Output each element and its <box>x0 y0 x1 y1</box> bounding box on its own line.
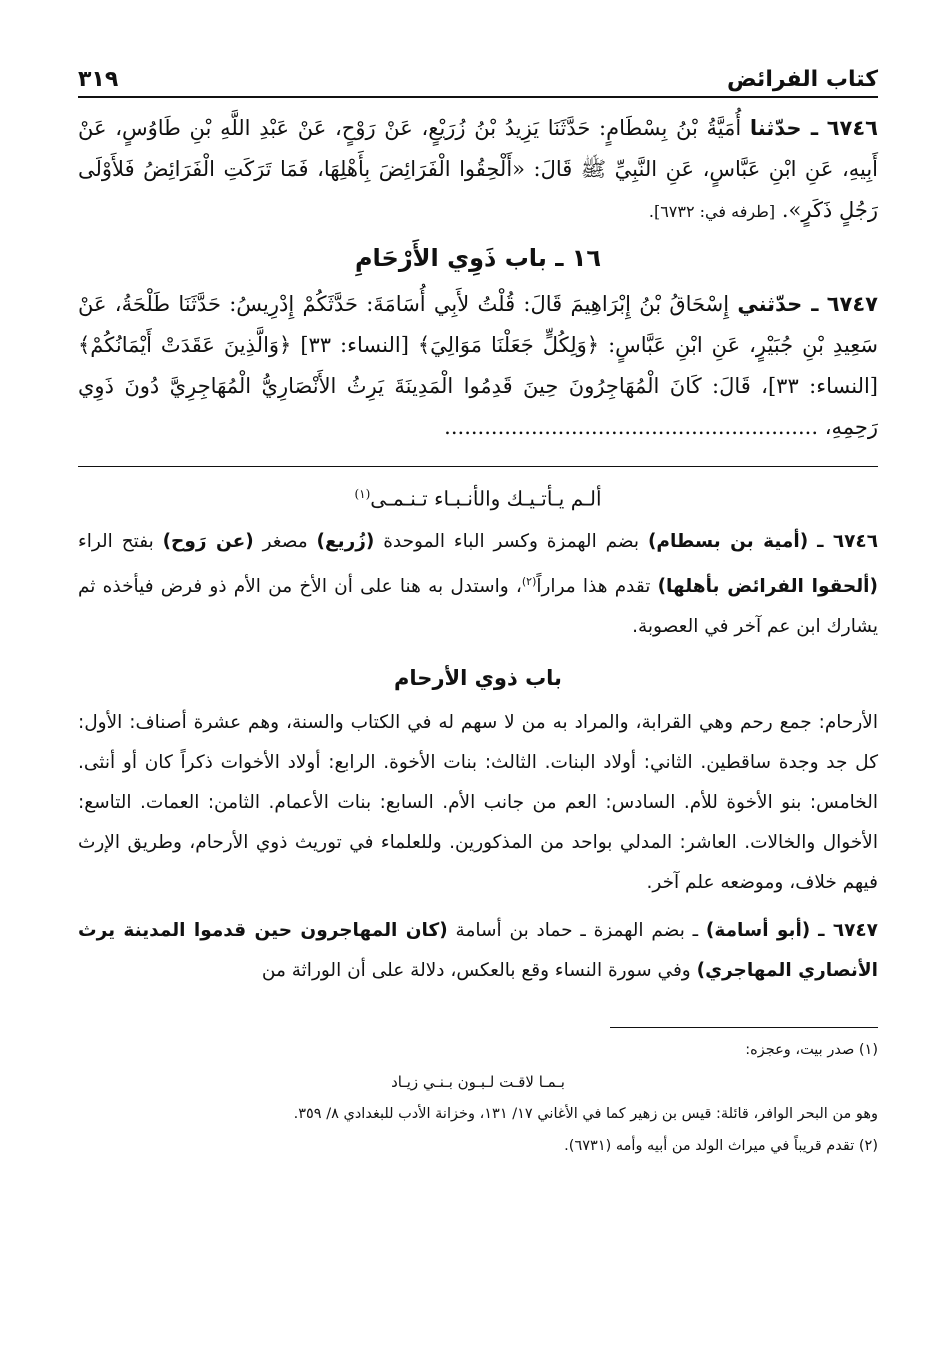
footnote-1-verse: بـمـا لاقـت لـبـون بـنـي زيـاد <box>391 1072 565 1091</box>
footnote-separator <box>610 1027 878 1028</box>
hadith-6746: ٦٧٤٦ ـ حدّثنا أُمَيَّةُ بْنُ بِسْطَامٍ: حَدَّثَنَا يَزِيدُ بْنُ زُرَيْعٍ، عَنْ رَوْحٍ، عَنْ عَبْدِ اللَّهِ بْنِ طَاوُسٍ، عَنْ أَبِيهِ، عَنِ ابْنِ عَبَّاسٍ، عَنِ النَّبِيِّ ﷺ قَالَ: «أَلْحِقُوا الْفَرَائِضَ بِأَهْلِهَا، فَمَا تَرَكَتِ الْفَرَائِضُ فَلأَوْلَى رَجُلٍ ذَكَرٍ». [طرفه في: ٦٧٣٢]. <box>78 116 878 222</box>
hadith-lead: حدّثنا <box>749 116 802 140</box>
hadith-6747: ٦٧٤٧ ـ حدّثني إِسْحَاقُ بْنُ إِبْرَاهِيمَ قَالَ: قُلْتُ لأَبِي أُسَامَةَ: حَدَّثَكُمْ إِدْرِيسُ: حَدَّثَنَا طَلْحَةُ، عَنْ سَعِيدِ بْنِ جُبَيْرٍ، عَنِ ابْنِ عَبَّاسٍ: ﴿وَلِكُلٍّ جَعَلْنَا مَوَالِيَ﴾ [النساء: ٣٣] ﴿وَالَّذِينَ عَقَدَتْ أَيْمَانُكُمْ﴾ [النساء: ٣٣]، قَالَ: كَانَ الْمُهَاجِرُونَ حِينَ قَدِمُوا الْمَدِينَةَ يَرِثُ الأَنْصَارِيُّ الْمُهَاجِرِيَّ دُونَ ذَوِي رَحِمِهِ، ........................................................ <box>78 292 879 439</box>
footnote-mark: (٢) <box>521 574 537 588</box>
hadith-reference: [طرفه في: ٦٧٣٢]. <box>648 202 776 221</box>
commentary-paragraph: ٦٧٤٧ ـ (أبو أسامة) ـ بضم الهمزة ـ حماد بن أسامة (كان المهاجرون حين قدموا المدينة يرث الأنصاري المهاجري) وفي سورة النساء وقع بالعكس، دلالة على أن الوراثة من <box>78 919 878 981</box>
footnotes <box>78 1034 878 1162</box>
footnote-2: (٢) تقدم قريباً في ميراث الولد من أبيه وأمه (٦٧٣١). <box>564 1137 878 1154</box>
chapter-heading: ١٦ ـ باب ذَوِي الأَرْحَامِ <box>354 244 602 272</box>
running-header <box>78 52 878 98</box>
hadith-text: إِسْحَاقُ بْنُ إِبْرَاهِيمَ قَالَ: قُلْتُ لأَبِي أُسَامَةَ: حَدَّثَكُمْ إِدْرِيسُ: حَدَّثَنَا طَلْحَةُ، عَنْ سَعِيدِ بْنِ جُبَيْرٍ، عَنِ ابْنِ عَبَّاسٍ: ﴿وَلِكُلٍّ جَعَلْنَا مَوَالِيَ﴾ [النساء: ٣٣] ﴿وَالَّذِينَ عَقَدَتْ أَيْمَانُكُمْ﴾ [النساء: ٣٣]، قَالَ: كَانَ الْمُهَاجِرُونَ حِينَ قَدِمُوا الْمَدِينَةَ يَرِثُ الأَنْصَارِيُّ الْمُهَاجِرِيَّ دُونَ ذَوِي رَحِمِهِ، <box>78 292 879 439</box>
poem-text: ألـم يـأتـيـك والأنـبـاء تـنـمـى <box>370 486 602 511</box>
footnote-1-source: وهو من البحر الوافر، قائلة: قيس بن زهير كما في الأغاني ١٧/ ١٣١، وخزانة الأدب للبغدادي ٨/ ٣٥٩. <box>293 1105 878 1122</box>
main-text <box>78 108 878 448</box>
commentary-paragraph: ٦٧٤٦ ـ (أمية بن بسطام) بضم الهمزة وكسر الباء الموحدة (زُريع) مصغر (عن رَوح) بفتح الراء (ألحقوا الفرائض بأهلها) تقدم هذا مراراً$^{(٢)}$، واستدل به هنا على أن الأخ من الأم ذو فرض فيأخذه ثم يشارك ابن عم آخر في العصوبة. <box>78 530 878 637</box>
commentary-paragraph: الأرحام: جمع رحم وهي القرابة، والمراد به من لا سهم له في الكتاب والسنة، وهم عشرة أصناف: الأول: كل جد وجدة ساقطين. الثاني: أولاد البنات. الثالث: بنات الأخوة. الرابع: أولاد الأخوات ذكراً كان أو أنثى. الخامس: بنو الأخوة للأم. السادس: العم من جانب الأم. السابع: بنات الأعمام. الثامن: العمات. التاسع: الأخوال والخالات. العاشر: المدلي بواحد من المذكورين. وللعلماء في توريث ذوي الأرحام، وطريق الإرث فيهم خلاف، وموضعه علم آخر. <box>78 711 878 893</box>
footnote-mark: (١) <box>354 487 371 501</box>
continuation-dots: ........................................................ <box>444 415 818 439</box>
hadith-number: ٦٧٤٦ <box>826 116 878 140</box>
book-page <box>78 52 878 1162</box>
commentary-heading: باب ذوي الأرحام <box>394 665 562 690</box>
hadith-lead: حدّثني <box>737 292 803 316</box>
book-title: كتاب الفرائض <box>727 67 878 92</box>
footnote-1-label: (١) صدر بيت، وعجزه: <box>745 1041 878 1058</box>
hadith-text: أُمَيَّةُ بْنُ بِسْطَامٍ: حَدَّثَنَا يَزِيدُ بْنُ زُرَيْعٍ، عَنْ رَوْحٍ، عَنْ عَبْدِ اللَّهِ بْنِ طَاوُسٍ، عَنْ أَبِيهِ، عَنِ ابْنِ عَبَّاسٍ، عَنِ النَّبِيِّ ﷺ قَالَ: «أَلْحِقُوا الْفَرَائِضَ بِأَهْلِهَا، فَمَا تَرَكَتِ الْفَرَائِضُ فَلأَوْلَى رَجُلٍ ذَكَرٍ». <box>78 116 878 222</box>
poem-line <box>78 471 878 522</box>
section-separator <box>78 466 878 467</box>
page-number: ٣١٩ <box>78 67 119 92</box>
commentary <box>78 522 878 991</box>
hadith-number: ٦٧٤٧ <box>826 292 878 316</box>
